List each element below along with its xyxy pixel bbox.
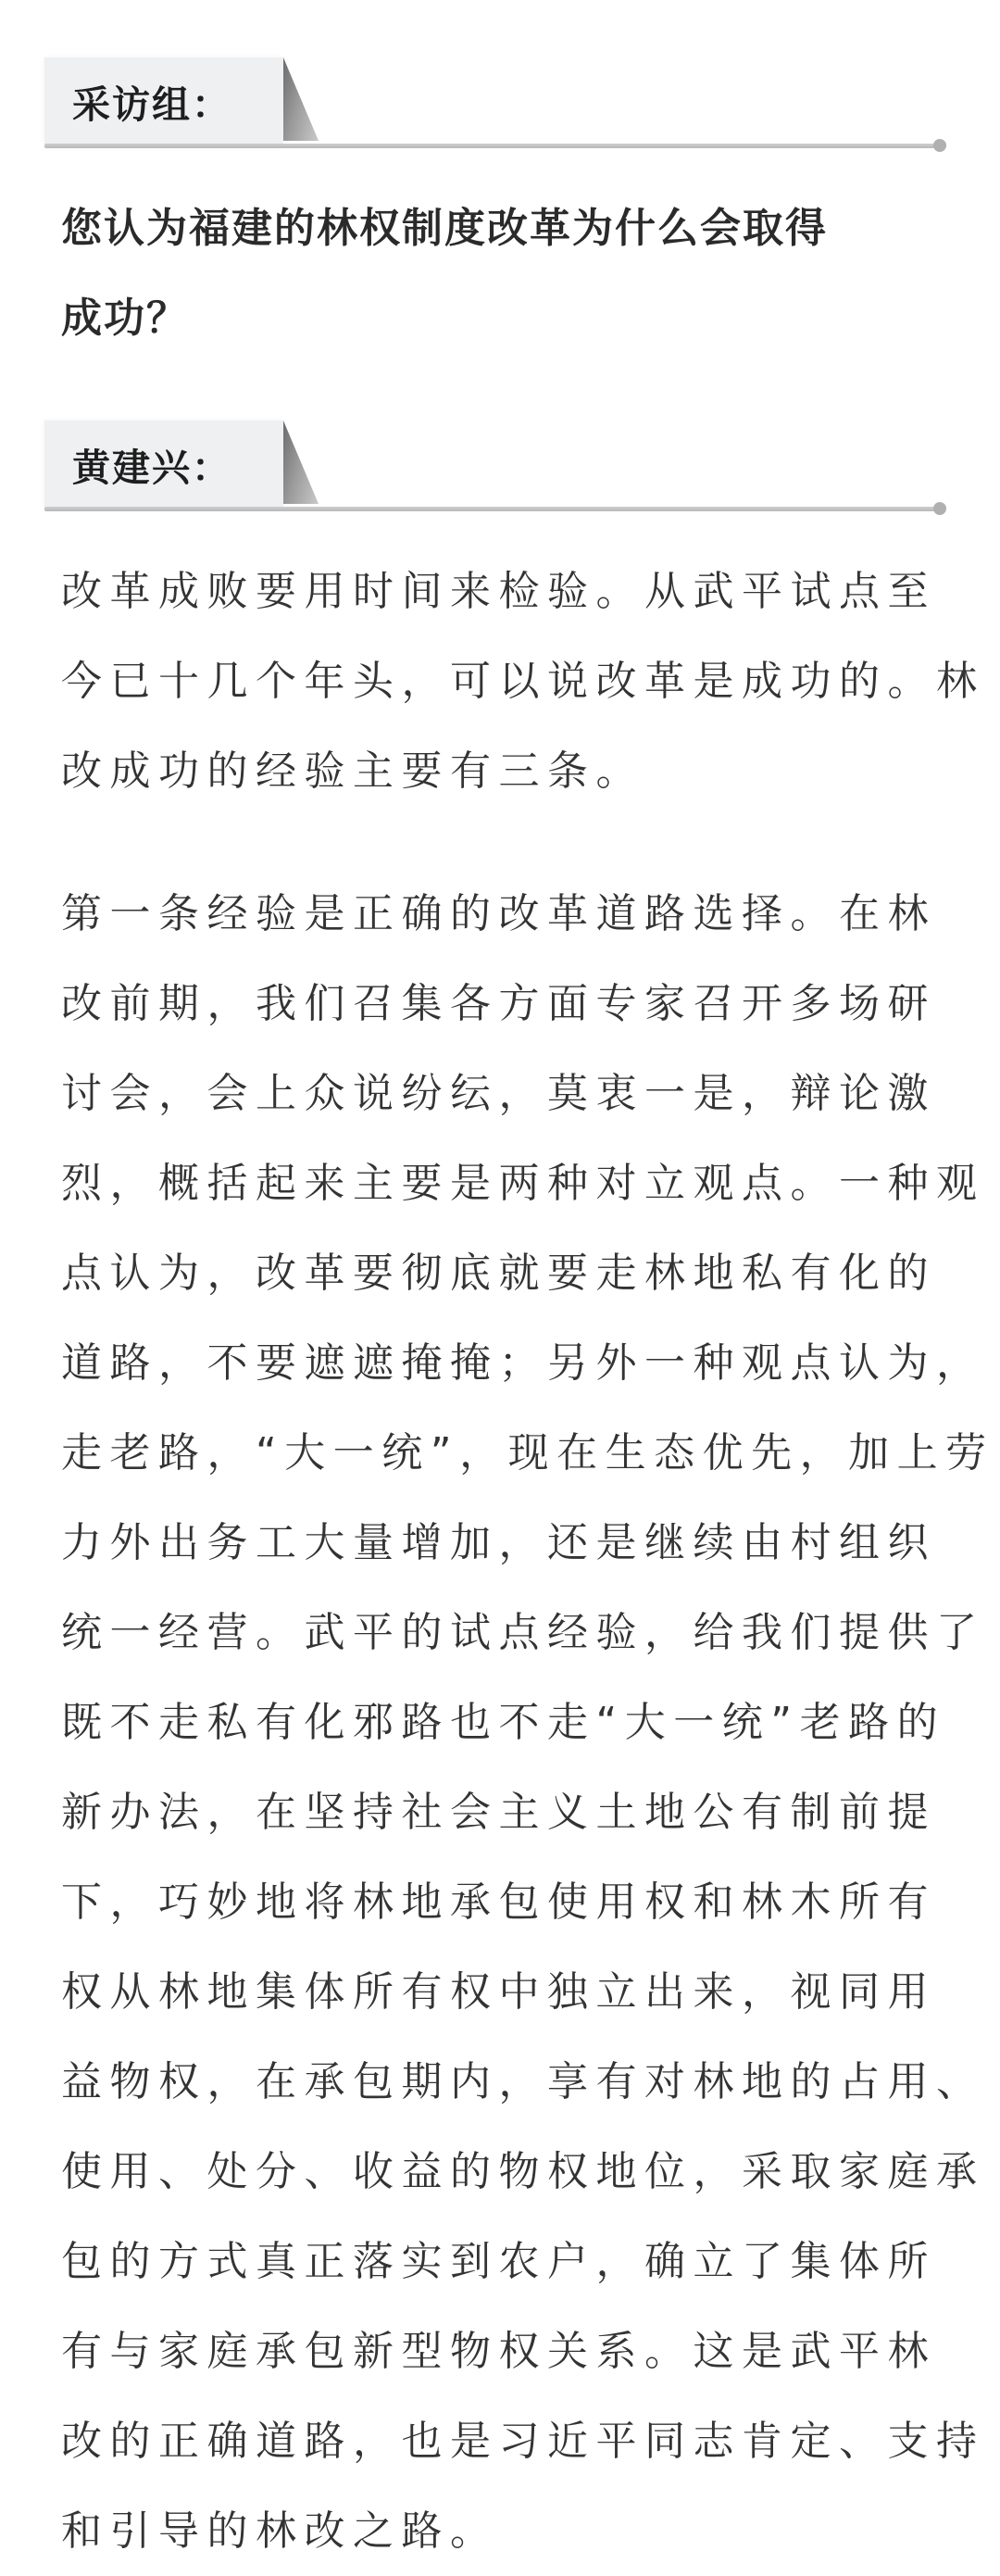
divider-rule [44, 144, 937, 148]
paragraph-line: 既不走私有化邪路也不走“大一统”老路的 [61, 1699, 946, 1746]
respondent-label: 黄建兴： [44, 421, 283, 509]
question-line: 成功？ [61, 295, 189, 342]
divider-end-dot [933, 139, 946, 152]
paragraph-line: 点认为，改革要彻底就要走林地私有化的 [61, 1250, 936, 1297]
paragraph-line: 力外出务工大量增加，还是继续由村组织 [61, 1519, 936, 1566]
divider-end-dot [933, 502, 946, 515]
answer-paragraph-1 [61, 547, 985, 816]
label-fold-decoration [283, 57, 319, 141]
paragraph-line: 道路，不要遮遮掩掩；另外一种观点认为， [61, 1339, 985, 1387]
paragraph-line: 第一条经验是正确的改革道路选择。在林 [61, 890, 936, 937]
label-fold-decoration [283, 421, 319, 504]
paragraph-line: 今已十几个年头，可以说改革是成功的。林 [61, 658, 985, 705]
paragraph-line: 改前期，我们召集各方面专家召开多场研 [61, 980, 936, 1027]
paragraph-line: 改革成败要用时间来检验。从武平试点至 [61, 568, 936, 615]
paragraph-line: 使用、处分、收益的物权地位，采取家庭承 [61, 2148, 985, 2195]
paragraph-line: 走老路，“大一统”，现在生态优先，加上劳 [61, 1429, 994, 1476]
paragraph-line: 改成功的经验主要有三条。 [61, 748, 644, 795]
paragraph-line: 益物权，在承包期内，享有对林地的占用、 [61, 2058, 985, 2105]
paragraph-line: 包的方式真正落实到农户，确立了集体所 [61, 2238, 936, 2285]
paragraph-line: 新办法，在坚持社会主义土地公有制前提 [61, 1789, 936, 1836]
interviewer-label: 采访组： [44, 57, 283, 145]
paragraph-line: 烈，概括起来主要是两种对立观点。一种观 [61, 1160, 985, 1207]
paragraph-line: 改的正确道路，也是习近平同志肯定、支持 [61, 2418, 985, 2465]
divider-rule [44, 507, 937, 511]
question-line: 您认为福建的林权制度改革为什么会取得 [61, 205, 828, 252]
paragraph-line: 有与家庭承包新型物权关系。这是武平林 [61, 2328, 936, 2375]
paragraph-line: 下，巧妙地将林地承包使用权和林木所有 [61, 1879, 936, 1926]
paragraph-line: 统一经营。武平的试点经验，给我们提供了 [61, 1609, 985, 1656]
paragraph-line: 讨会，会上众说纷纭，莫衷一是，辩论激 [61, 1070, 936, 1117]
answer-paragraph-2 [61, 869, 994, 2576]
paragraph-line: 权从林地集体所有权中独立出来，视同用 [61, 1968, 936, 2016]
respondent-header [44, 408, 946, 513]
question-text [61, 183, 950, 363]
paragraph-line: 和引导的林改之路。 [61, 2507, 499, 2555]
interviewer-header [44, 44, 946, 150]
